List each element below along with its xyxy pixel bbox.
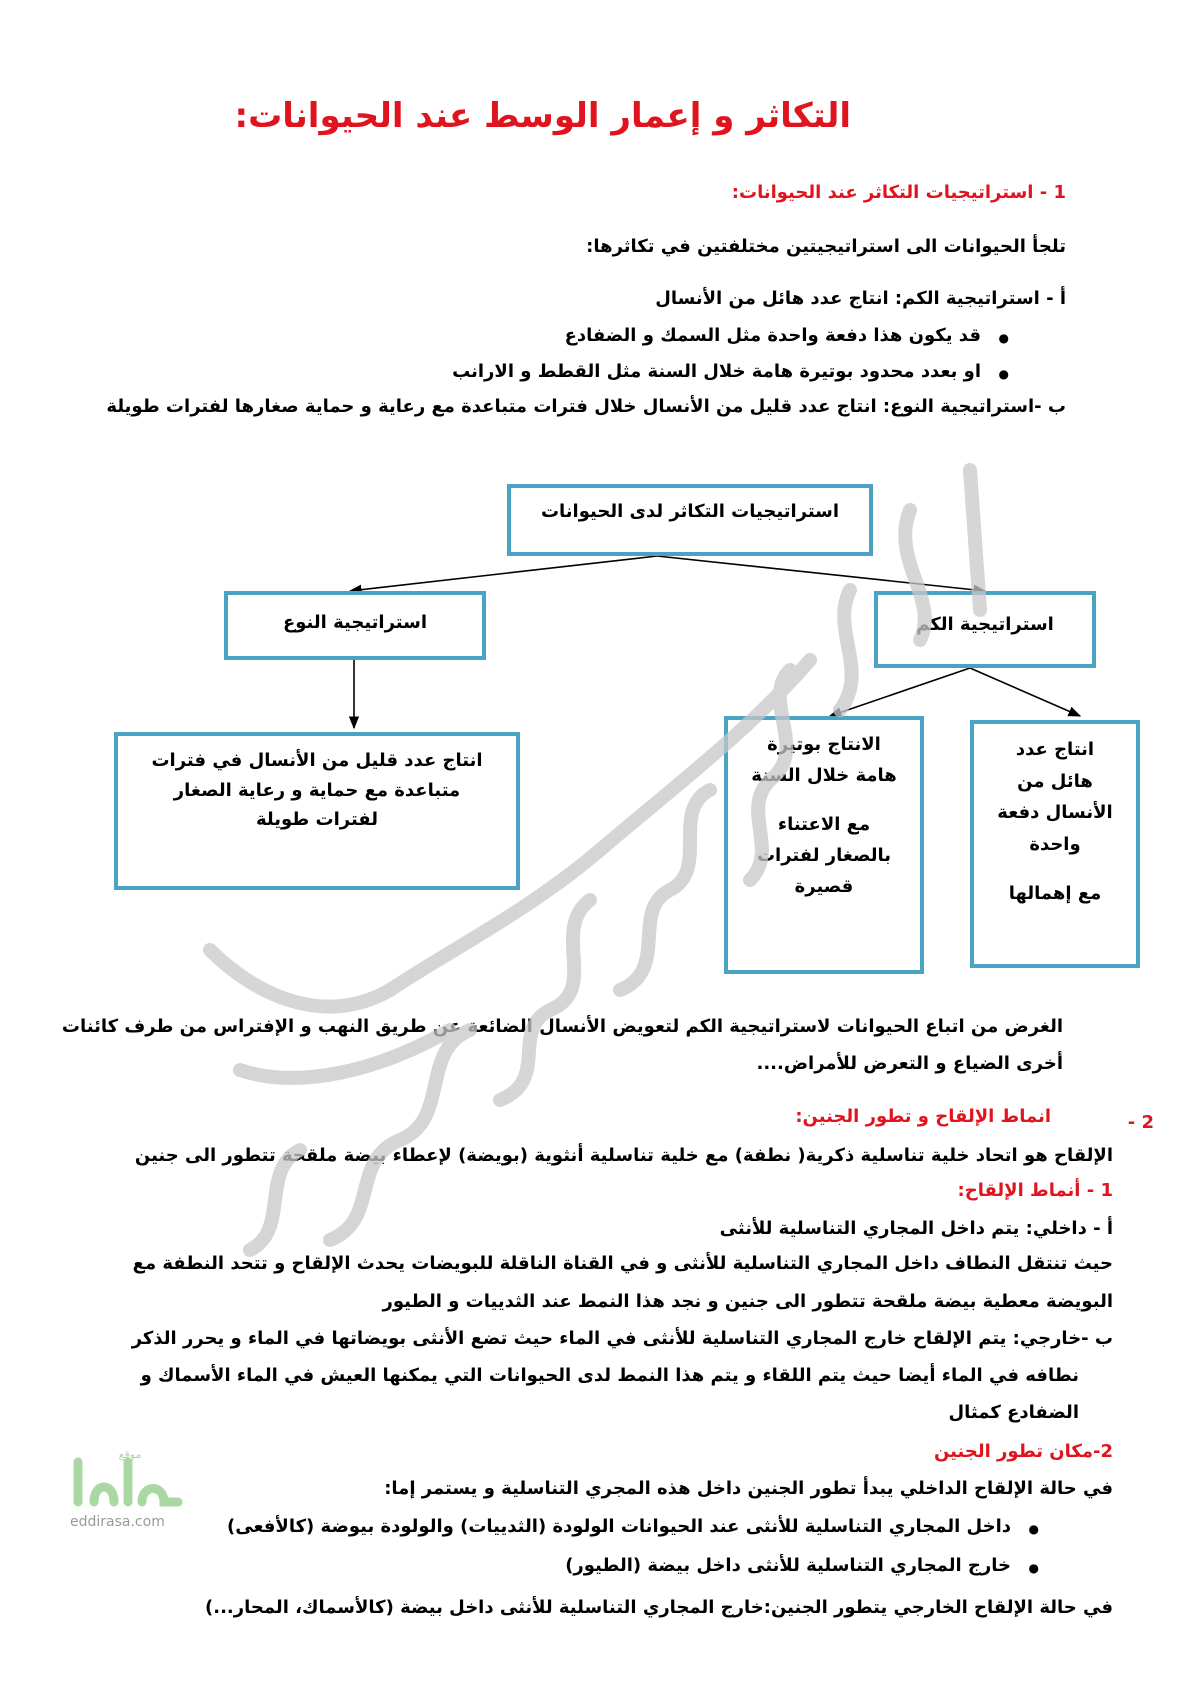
section2-sub2: 2-مكان تطور الجنين — [933, 1441, 1113, 1462]
logo-url: eddirasa.com — [70, 1514, 165, 1530]
leaf-a-line: هائل من — [1017, 770, 1093, 792]
diagram-quantity-leaf-a-box — [970, 720, 1140, 968]
arrow-root-to-quantity — [657, 556, 985, 591]
quality-strategy: ب -استراتيجية النوع: انتاج عدد قليل من الأنسال خلال فترات متباعدة مع رعاية و حماية صغارها لفترات طويلة — [106, 396, 1066, 417]
leaf-b-line: مع الاعتناء — [777, 813, 871, 835]
quantity-bullet-1: ● قد يكون هذا دفعة واحدة مثل السمك و الضفادع — [565, 325, 981, 346]
site-logo — [68, 1442, 188, 1532]
arrow-quantity-to-leaf-b — [830, 668, 970, 716]
logo-mark — [68, 1442, 188, 1532]
internal-dev-bullet-1: ● داخل المجاري التناسلية للأنثى عند الحيوانات الولودة (الثدييات) والولودة بيوضة (كالأفعى) — [227, 1516, 1011, 1537]
arrow-quantity-to-leaf-a — [970, 668, 1080, 716]
external-line-3: الضفادع كمثال — [948, 1402, 1079, 1423]
internal-fertilization: أ - داخلي: يتم داخل المجاري التناسلية للأنثى — [719, 1218, 1113, 1239]
leaf-b-line: الانتاج بوتيرة — [767, 734, 881, 755]
external-line-2: نطافه في الماء أيضا حيث يتم اللقاء و يتم هذا النمط لدى الحيوانات التي يمكنها العيش في الماء الأسماك و — [140, 1365, 1079, 1386]
logo-top-text: موقع — [118, 1448, 142, 1461]
section2-number: 2 - — [1127, 1112, 1154, 1133]
leaf-b-line — [728, 792, 920, 810]
internal-detail-1: حيث تنتقل النطاف داخل المجاري التناسلية للأنثى و في القناة الناقلة للبويضات يحدث الإلقاح و تتحد النطفة مع — [132, 1253, 1113, 1274]
quality-leaf-line: انتاج عدد قليل من الأنسال في فترات — [151, 750, 483, 771]
page-title: التكاثر و إعمار الوسط عند الحيوانات: — [234, 96, 851, 136]
internal-development: في حالة الإلقاح الداخلي يبدأ تطور الجنين داخل هذه المجري التناسلية و يستمر إما: — [384, 1478, 1113, 1499]
quality-leaf-line: متباعدة مع حماية و رعاية الصغار — [173, 779, 461, 801]
quantity-bullet-2: ● او بعدد محدود بوتيرة هامة خلال السنة مثل القطط و الارانب — [452, 361, 981, 382]
leaf-a-line: واحدة — [1029, 833, 1081, 855]
diagram-quality-box — [224, 591, 486, 660]
section2-heading: انماط الإلقاح و تطور الجنين: — [795, 1106, 1051, 1127]
diagram-root-label: استراتيجيات التكاثر لدى الحيوانات — [540, 501, 840, 522]
external-development: في حالة الإلقاح الخارجي يتطور الجنين:خارج المجاري التناسلية للأنثى داخل بيضة (كالأسماك، المحار...) — [205, 1597, 1113, 1618]
diagram-quality-label: استراتيجية النوع — [282, 612, 428, 633]
quantity-strategy: أ - استراتيجية الكم: انتاج عدد هائل من الأنسال — [655, 288, 1066, 309]
section2-sub1: 1 - أنماط الإلقاح: — [957, 1180, 1113, 1201]
leaf-b-line: بالصغار لفترات — [756, 844, 892, 866]
leaf-b-line: هامة خلال السنة — [751, 764, 897, 786]
diagram-root-box — [507, 484, 873, 556]
leaf-a-line — [974, 860, 1136, 878]
diagram-quantity-box — [874, 591, 1096, 668]
leaf-a-line: مع إهمالها — [1008, 883, 1102, 904]
internal-dev-bullet-2: ● خارج المجاري التناسلية للأنثى داخل بيضة (الطيور) — [565, 1555, 1011, 1576]
leaf-a-line: انتاج عدد — [1015, 739, 1095, 760]
diagram-quality-leaf-box — [114, 732, 520, 890]
internal-detail-2: البويضة معطية بيضة ملقحة تتطور الى جنين و نجد هذا النمط عند الثدييات و الطيور — [382, 1291, 1113, 1312]
arrow-root-to-quality — [350, 556, 657, 591]
purpose-line-2: أخرى الضياع و التعرض للأمراض.... — [756, 1053, 1063, 1074]
leaf-a-line: الأنسال دفعة — [997, 802, 1113, 823]
quality-leaf-line: لفترات طويلة — [255, 809, 379, 831]
fertilization-definition: الإلقاح هو اتحاد خلية تناسلية ذكرية( نطفة) مع خلية تناسلية أنثوية (بويضة) لإعطاء بيضة ملقحة تتطور الى جنين — [134, 1145, 1113, 1166]
purpose-line-1: الغرض من اتباع الحيوانات لاستراتيجية الكم لتعويض الأنسال الضائعة عن طريق النهب و الإفتراس من طرف كائنات — [61, 1016, 1063, 1037]
diagram-quantity-label: استراتيجية الكم — [916, 614, 1054, 635]
external-line-1: ب -خارجي: يتم الإلقاح خارج المجاري التناسلية للأنثى في الماء حيث تضع الأنثى بويضاتها في الماء و يحرر الذكر — [131, 1328, 1113, 1349]
leaf-b-line: قصيرة — [794, 875, 854, 897]
section1-intro: تلجأ الحيوانات الى استراتيجيتين مختلفتين في تكاثرها: — [586, 236, 1066, 257]
diagram-quantity-leaf-b-box — [724, 716, 924, 974]
section1-heading: 1 - استراتيجيات التكاثر عند الحيوانات: — [731, 182, 1066, 203]
